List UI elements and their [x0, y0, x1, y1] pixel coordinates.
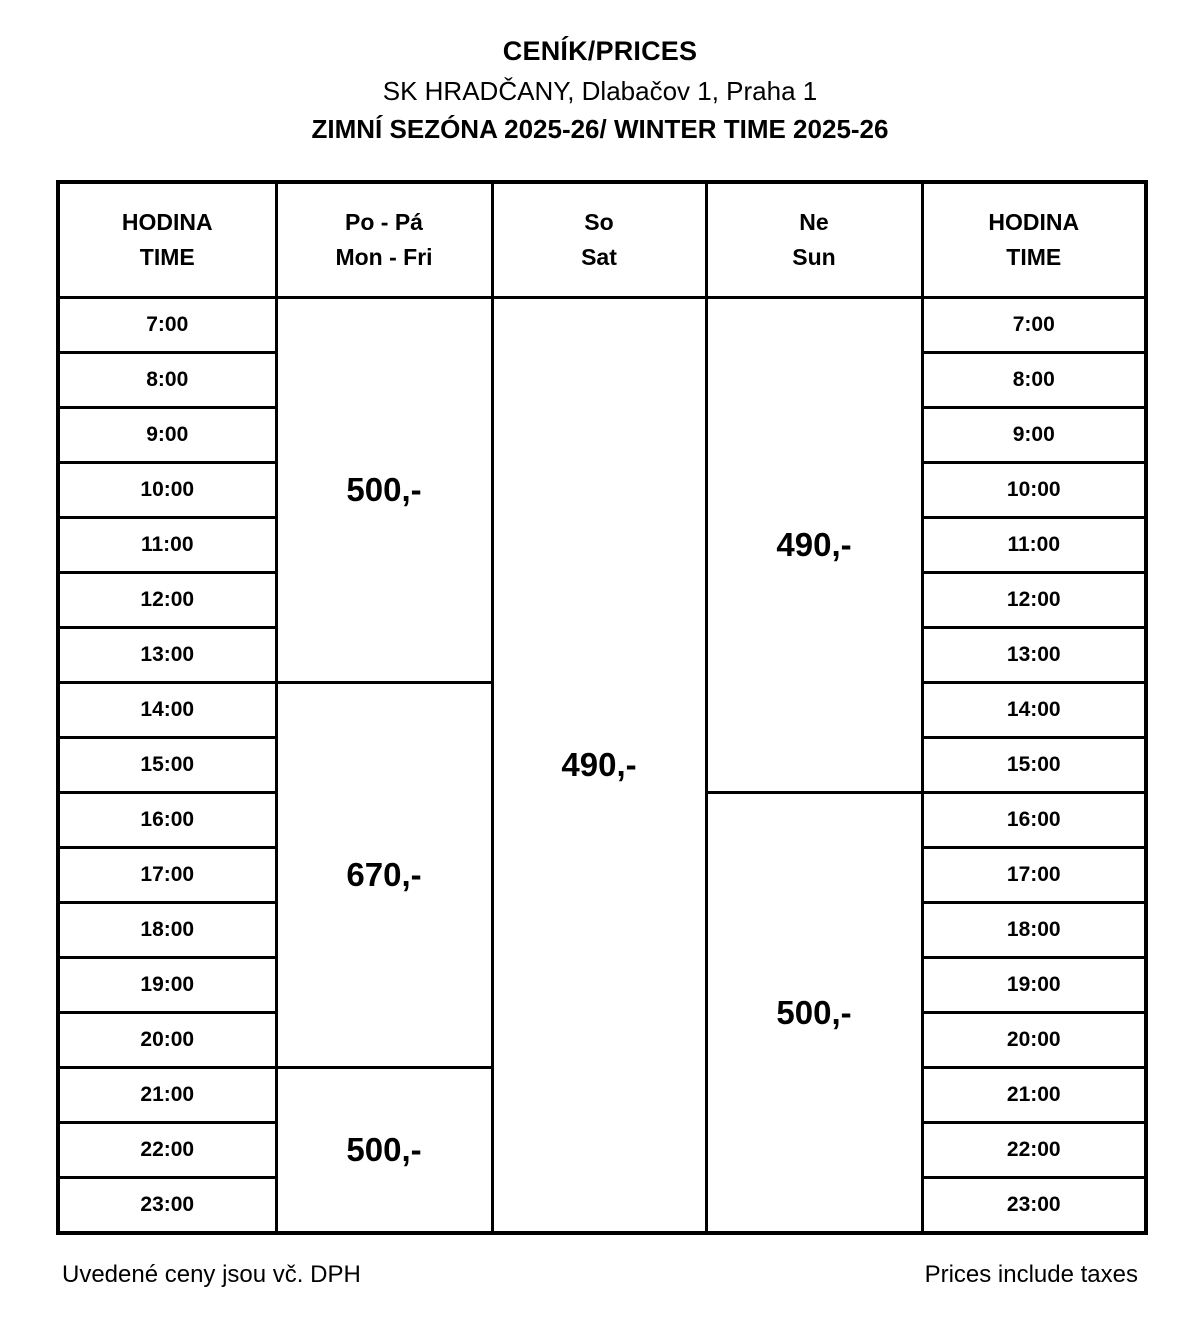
column-header-line2: Mon - Fri: [335, 244, 433, 271]
hour-cell-right: 19:00: [922, 958, 1146, 1013]
price-table-wrapper: [56, 180, 1144, 1235]
hour-cell-right: 13:00: [922, 628, 1146, 683]
hour-cell-left: 10:00: [58, 463, 276, 518]
hour-cell-left: 15:00: [58, 738, 276, 793]
hour-cell-right: 11:00: [922, 518, 1146, 573]
hour-cell-left: 13:00: [58, 628, 276, 683]
column-header-line2: Sat: [581, 244, 617, 271]
price-cell-weekday: 670,-: [276, 683, 492, 1068]
column-header-line1: HODINA: [988, 208, 1080, 235]
hour-cell-left: 17:00: [58, 848, 276, 903]
column-header-saturday: [492, 182, 706, 298]
hour-cell-right: 17:00: [922, 848, 1146, 903]
column-header-line1: HODINA: [121, 208, 213, 235]
hour-cell-right: 10:00: [922, 463, 1146, 518]
table-header-row: [58, 182, 1146, 298]
hour-cell-left: 21:00: [58, 1068, 276, 1123]
hour-cell-right: 8:00: [922, 353, 1146, 408]
hour-cell-left: 11:00: [58, 518, 276, 573]
column-header-weekdays: [276, 182, 492, 298]
column-header-line2: TIME: [1006, 244, 1062, 271]
hour-cell-left: 8:00: [58, 353, 276, 408]
hour-cell-left: 19:00: [58, 958, 276, 1013]
hour-cell-left: 12:00: [58, 573, 276, 628]
table-row: [58, 298, 1146, 353]
hour-cell-right: 7:00: [922, 298, 1146, 353]
venue-address: SK HRADČANY, Dlabačov 1, Praha 1: [382, 75, 818, 106]
hour-cell-right: 9:00: [922, 408, 1146, 463]
hour-cell-left: 22:00: [58, 1123, 276, 1178]
table-body: [58, 298, 1146, 1234]
hour-cell-right: 22:00: [922, 1123, 1146, 1178]
column-header-line1: So: [584, 208, 614, 235]
price-cell-weekday: 500,-: [276, 298, 492, 683]
column-header-line1: Ne: [799, 208, 829, 235]
page-header: [56, 34, 1144, 146]
column-header-time-right: [922, 182, 1146, 298]
hour-cell-left: 7:00: [58, 298, 276, 353]
page-title: CENÍK/PRICES: [502, 36, 698, 66]
price-cell-weekday: 500,-: [276, 1068, 492, 1234]
page-footer: [56, 1261, 1144, 1289]
column-header-line2: Sun: [792, 244, 836, 271]
hour-cell-right: 21:00: [922, 1068, 1146, 1123]
footer-note-en: Prices include taxes: [924, 1261, 1138, 1289]
column-header-time-left: [58, 182, 276, 298]
price-table: [56, 180, 1148, 1235]
hour-cell-left: 20:00: [58, 1013, 276, 1068]
season-title: ZIMNÍ SEZÓNA 2025-26/ WINTER TIME 2025-26: [311, 113, 889, 144]
hour-cell-right: 16:00: [922, 793, 1146, 848]
hour-cell-right: 23:00: [922, 1178, 1146, 1234]
hour-cell-left: 14:00: [58, 683, 276, 738]
price-cell-sunday: 490,-: [706, 298, 922, 793]
hour-cell-left: 16:00: [58, 793, 276, 848]
column-header-sunday: [706, 182, 922, 298]
hour-cell-right: 12:00: [922, 573, 1146, 628]
price-cell-sunday: 500,-: [706, 793, 922, 1234]
hour-cell-left: 9:00: [58, 408, 276, 463]
hour-cell-right: 18:00: [922, 903, 1146, 958]
footer-note-cs: Uvedené ceny jsou vč. DPH: [62, 1261, 361, 1289]
hour-cell-right: 15:00: [922, 738, 1146, 793]
hour-cell-left: 23:00: [58, 1178, 276, 1234]
column-header-line1: Po - Pá: [345, 208, 423, 235]
hour-cell-left: 18:00: [58, 903, 276, 958]
price-cell-saturday: 490,-: [492, 298, 706, 1234]
hour-cell-right: 14:00: [922, 683, 1146, 738]
column-header-line2: TIME: [139, 244, 195, 271]
hour-cell-right: 20:00: [922, 1013, 1146, 1068]
